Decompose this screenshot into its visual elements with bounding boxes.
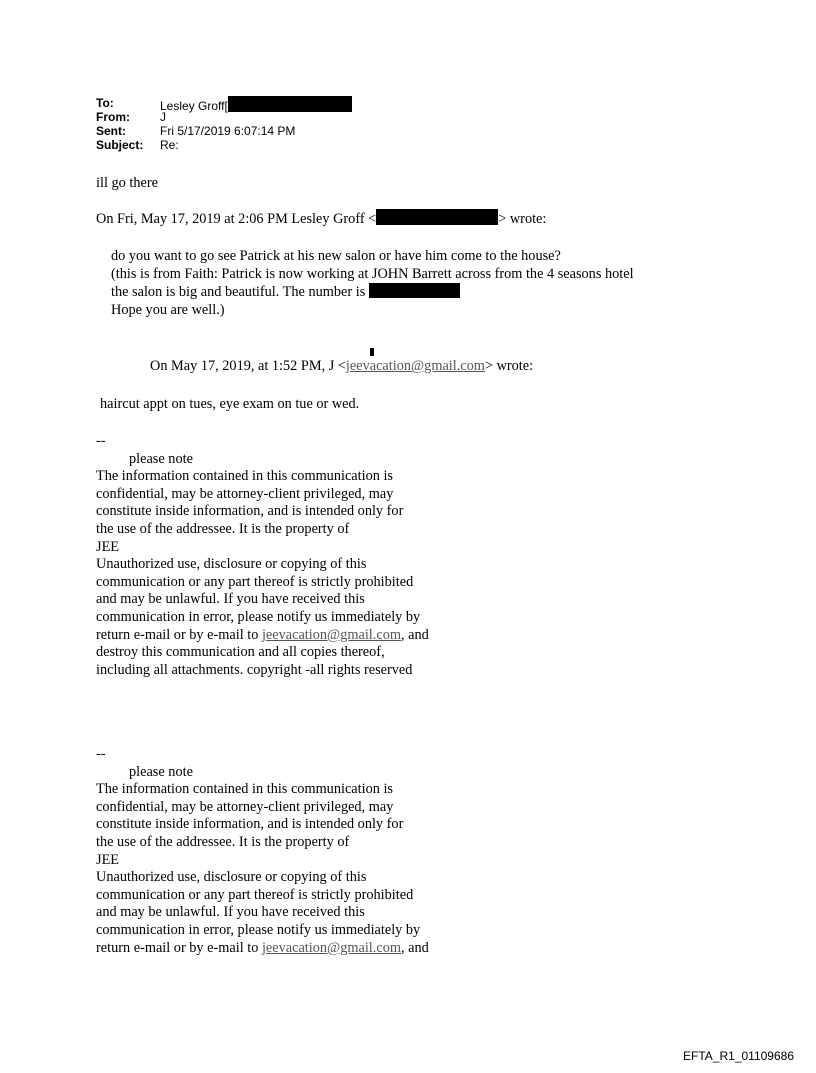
signature-email-suffix: , and: [400, 626, 429, 643]
quote1-intro: [96, 209, 546, 229]
signature-dashes: --: [96, 433, 106, 449]
email-link[interactable]: jeevacation@gmail.com: [261, 939, 401, 956]
quote1-intro-start: On Fri, May 17, 2019 at 2:06 PM Lesley Groff <: [96, 211, 377, 227]
signature-line: and may be unlawful. If you have received this: [96, 591, 365, 608]
quote1-line: Hope you are well.): [111, 301, 225, 318]
signature-line: constitute inside information, and is intended only for: [96, 816, 404, 833]
quote1-body: [111, 248, 634, 319]
email-link[interactable]: jeevacation@gmail.com: [345, 358, 485, 374]
signature-line: Unauthorized use, disclosure or copying of this: [96, 556, 367, 573]
quote1-intro-end: > wrote:: [498, 211, 547, 227]
quote2-intro: [150, 358, 533, 376]
from-value: J: [160, 110, 166, 124]
document-id: EFTA_R1_01109686: [683, 1049, 794, 1063]
email-link[interactable]: jeevacation@gmail.com: [261, 626, 401, 643]
signature-line: destroy this communication and all copies thereof,: [96, 644, 385, 661]
signature-line: confidential, may be attorney-client privileged, may: [96, 798, 394, 815]
signature-line: The information contained in this communication is: [96, 468, 393, 485]
sent-value: Fri 5/17/2019 6:07:14 PM: [160, 124, 296, 138]
signature-email-prefix: return e-mail or by e-mail to: [96, 626, 262, 643]
signature-note: please note: [129, 450, 193, 467]
to-label: To:: [96, 96, 114, 110]
signature-line: communication in error, please notify us immediately by: [96, 921, 421, 938]
quote2-intro-start: On May 17, 2019, at 1:52 PM, J <: [150, 358, 346, 374]
quote2-body: haircut appt on tues, eye exam on tue or wed.: [100, 396, 360, 412]
signature-line: the use of the addressee. It is the property of: [96, 520, 350, 537]
signature-line: Unauthorized use, disclosure or copying of this: [96, 869, 367, 886]
signature-note: please note: [129, 763, 193, 780]
subject-value: Re:: [160, 138, 179, 152]
signature-line: JEE: [96, 538, 120, 555]
redaction-mark: [370, 348, 374, 356]
to-name: Lesley Groff[: [160, 99, 228, 113]
signature-dashes: --: [96, 746, 106, 762]
signature-line: and may be unlawful. If you have received this: [96, 904, 365, 921]
redaction-bar: [376, 209, 498, 225]
quote1-line: do you want to go see Patrick at his new salon or have him come to the house?: [111, 248, 561, 264]
signature-block-repeat: [96, 746, 429, 957]
signature-line: communication or any part thereof is strictly prohibited: [96, 886, 414, 903]
signature-email-suffix: , and: [400, 939, 429, 956]
redaction-bar: [228, 96, 352, 112]
subject-label: Subject:: [96, 138, 144, 152]
signature-line: communication or any part thereof is strictly prohibited: [96, 573, 414, 590]
signature-line: the use of the addressee. It is the property of: [96, 833, 350, 850]
signature-email-line: [96, 627, 429, 645]
signature-line: The information contained in this communication is: [96, 781, 393, 798]
quote1-line-text: the salon is big and beautiful. The number is: [111, 284, 369, 301]
signature-block: [96, 433, 429, 679]
quote2-intro-end: > wrote:: [484, 358, 534, 374]
redaction-bar: [369, 283, 460, 298]
quote1-line: (this is from Faith: Patrick is now working at JOHN Barrett across from the 4 seasons hotel: [111, 265, 634, 282]
signature-email-prefix: return e-mail or by e-mail to: [96, 939, 262, 956]
sent-label: Sent:: [96, 124, 126, 138]
signature-line: confidential, may be attorney-client privileged, may: [96, 485, 394, 502]
signature-line: JEE: [96, 851, 120, 868]
to-value: [160, 96, 352, 113]
email-header: [96, 96, 496, 160]
signature-email-line: [96, 940, 429, 958]
signature-line: constitute inside information, and is intended only for: [96, 503, 404, 520]
signature-line: including all attachments. copyright -all rights reserved: [96, 661, 413, 678]
reply-text: ill go there: [96, 175, 158, 191]
quote1-line-with-redaction: [111, 283, 634, 302]
signature-line: communication in error, please notify us immediately by: [96, 608, 421, 625]
from-label: From:: [96, 110, 130, 124]
